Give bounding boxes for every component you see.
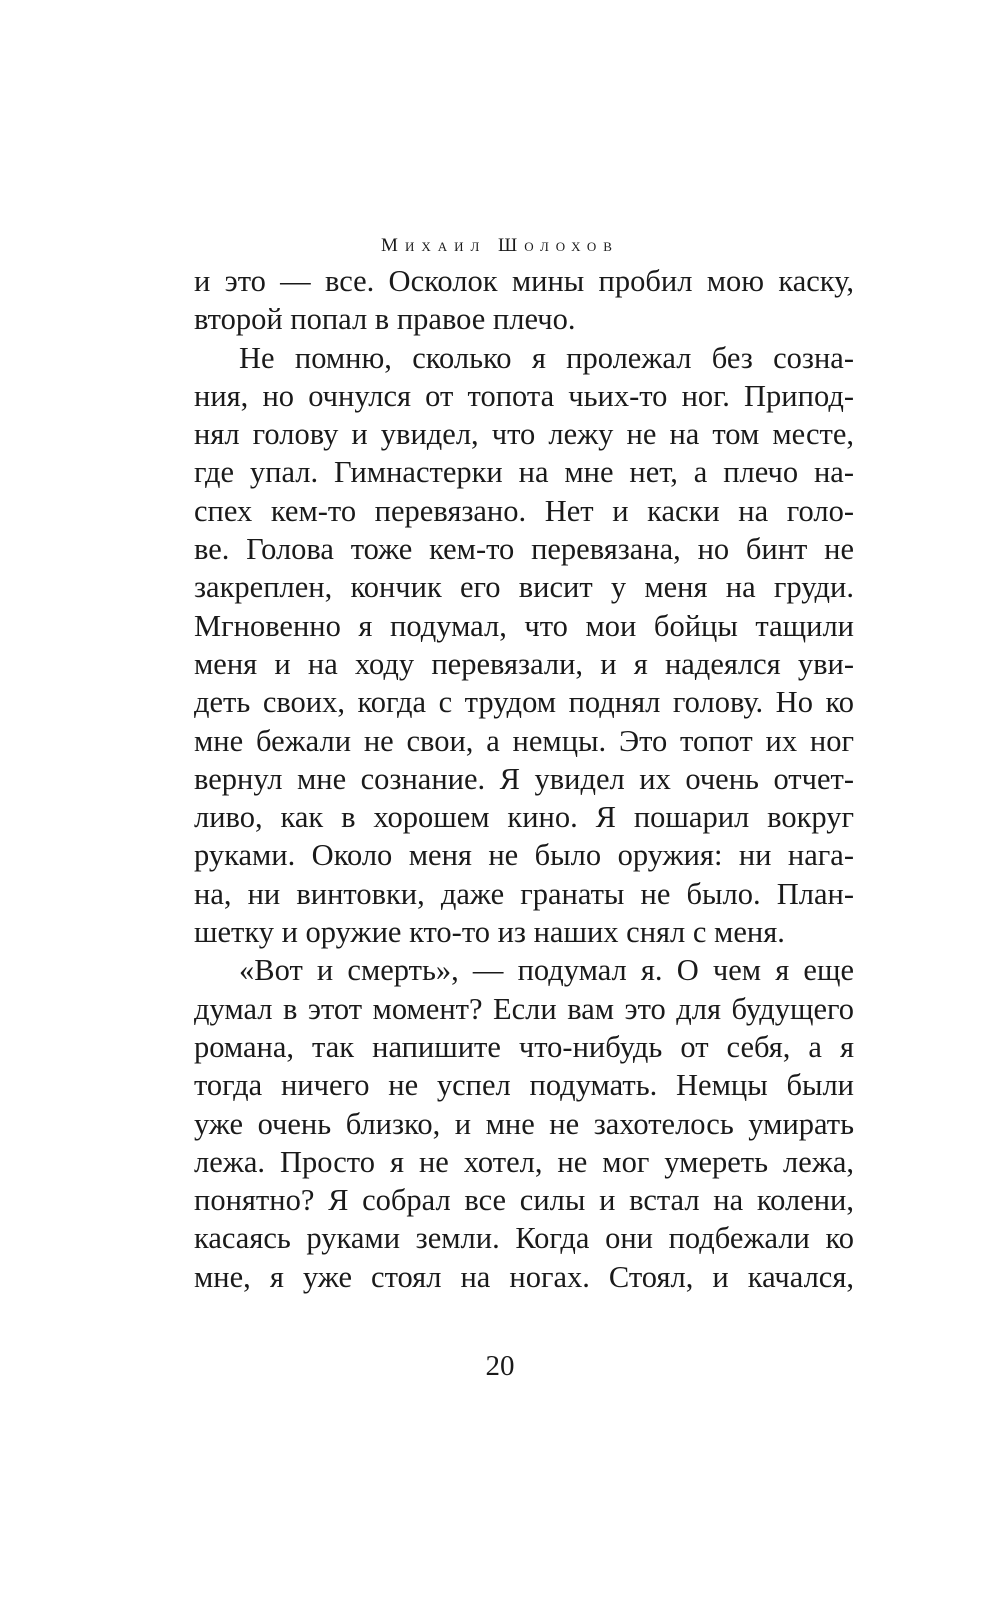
body-text xyxy=(194,262,854,1296)
text-line: спех кем-то перевязано. Нет и каски на голо- xyxy=(194,493,854,528)
text-line: руками. Около меня не было оружия: ни нага- xyxy=(194,838,854,873)
text-line: ве. Голова тоже кем-то перевязана, но бинт не xyxy=(194,532,854,567)
text-line: шетку и оружие кто-то из наших снял с меня. xyxy=(194,915,785,950)
text-line: деть своих, когда с трудом поднял голову. Но ко xyxy=(194,685,854,720)
text-line: и это — все. Осколок мины пробил мою каску, xyxy=(194,264,854,298)
text-line: «Вот и смерть», — подумал я. О чем я еще xyxy=(239,953,854,988)
text-line: ливо, как в хорошем кино. Я пошарил вокруг xyxy=(194,800,854,835)
text-line: понятно? Я собрал все силы и встал на колени, xyxy=(194,1183,854,1218)
text-line: Не помню, сколько я пролежал без созна- xyxy=(239,340,854,375)
text-line: уже очень близко, и мне не захотелось умирать xyxy=(194,1106,854,1141)
text-line: ния, но очнулся от топота чьих-то ног. Припод- xyxy=(194,378,854,413)
text-line: мне, я уже стоял на ногах. Стоял, и качался, xyxy=(194,1259,854,1294)
text-line: меня и на ходу перевязали, и я надеялся уви- xyxy=(194,646,854,681)
text-line: думал в этот момент? Если вам это для будущего xyxy=(194,991,854,1026)
text-line: Мгновенно я подумал, что мои бойцы тащили xyxy=(194,608,854,643)
text-line: нял голову и увидел, что лежу не на том месте, xyxy=(194,417,854,452)
page-number: 20 xyxy=(485,1350,515,1382)
text-line: лежа. Просто я не хотел, не мог умереть лежа, xyxy=(194,1144,854,1179)
running-head-author: Михаил Шолохов xyxy=(381,235,619,256)
text-line: второй попал в правое плечо. xyxy=(194,302,576,337)
text-line: закреплен, кончик его висит у меня на груди. xyxy=(194,570,854,605)
text-line: вернул мне сознание. Я увидел их очень отчет- xyxy=(194,761,854,796)
text-line: касаясь руками земли. Когда они подбежали ко xyxy=(194,1221,854,1256)
text-line: где упал. Гимнастерки на мне нет, а плечо на- xyxy=(194,455,854,490)
text-line: тогда ничего не успел подумать. Немцы были xyxy=(194,1068,854,1103)
text-line: мне бежали не свои, а немцы. Это топот их ног xyxy=(194,723,854,758)
text-line: романа, так напишите что-нибудь от себя, а я xyxy=(194,1029,854,1064)
text-line: на, ни винтовки, даже гранаты не было. План- xyxy=(194,876,854,911)
